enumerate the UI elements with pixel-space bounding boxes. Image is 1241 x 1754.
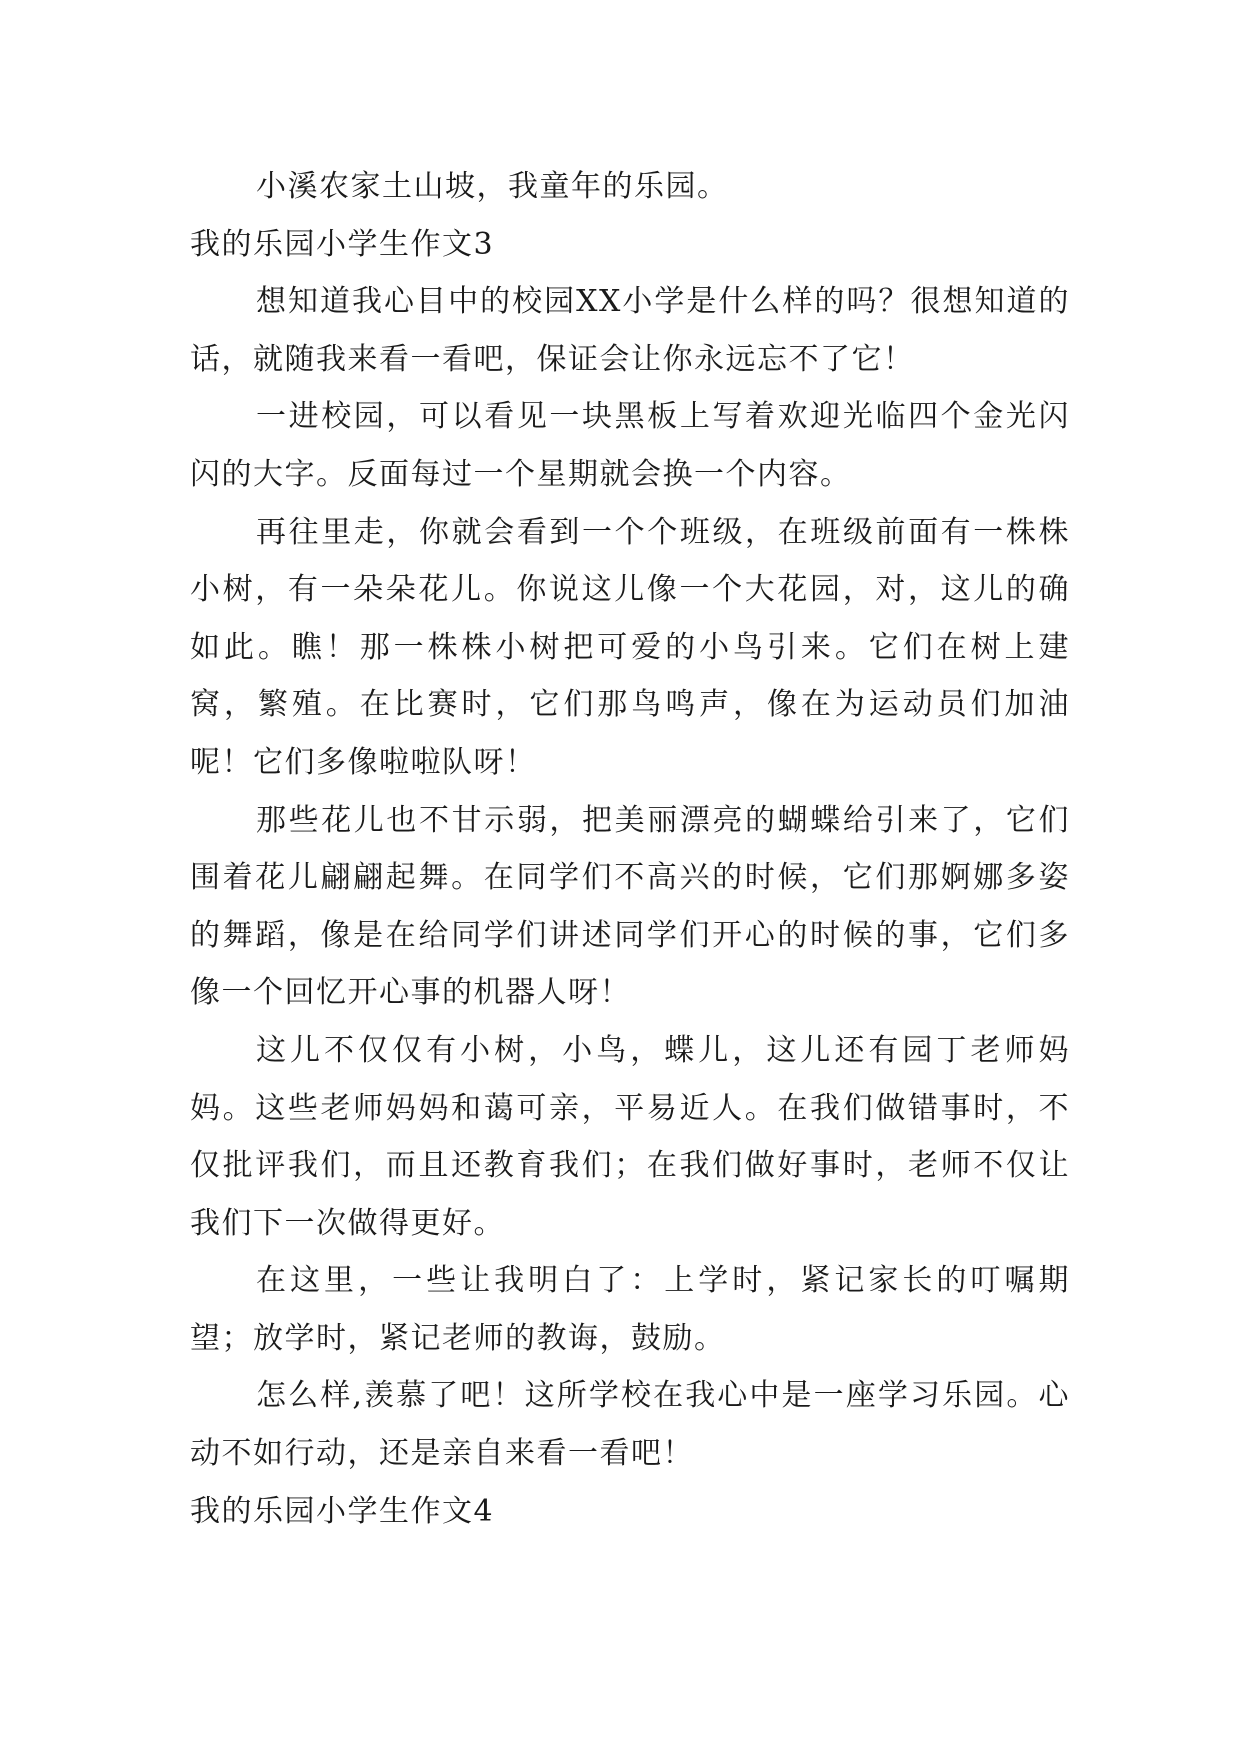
document-page [190, 158, 1070, 1540]
section-heading-4: 我的乐园小学生作文4 [190, 1493, 495, 1529]
paragraph-7: 怎么样,羡慕了吧！这所学校在我心中是一座学习乐园。心动不如行动，还是亲自来看一看吧！ [190, 1378, 1070, 1472]
paragraph-5: 这儿不仅仅有小树，小鸟，蝶儿，这儿还有园丁老师妈妈。这些老师妈妈和蔼可亲，平易近人。在我们做错事时，不仅批评我们，而且还教育我们；在我们做好事时，老师不仅让我们下一次做得更好。 [190, 1032, 1070, 1241]
paragraph-3: 再往里走，你就会看到一个个班级，在班级前面有一株株小树，有一朵朵花儿。你说这儿像一个大花园，对，这儿的确如此。瞧！那一株株小树把可爱的小鸟引来。它们在树上建窝，繁殖。在比赛时，它们那鸟鸣声，像在为运动员们加油呢！它们多像啦啦队呀！ [190, 514, 1070, 780]
paragraph-1: 想知道我心目中的校园XX小学是什么样的吗？很想知道的话，就随我来看一看吧，保证会让你永远忘不了它！ [190, 284, 1070, 377]
section-heading-3: 我的乐园小学生作文3 [190, 226, 495, 262]
intro-paragraph: 小溪农家土山坡，我童年的乐园。 [256, 169, 729, 204]
paragraph-2: 一进校园，可以看见一块黑板上写着欢迎光临四个金光闪闪的大字。反面每过一个星期就会换一个内容。 [190, 399, 1070, 492]
paragraph-4: 那些花儿也不甘示弱，把美丽漂亮的蝴蝶给引来了，它们围着花儿翩翩起舞。在同学们不高兴的时候，它们那婀娜多姿的舞蹈，像是在给同学们讲述同学们开心的时候的事，它们多像一个回忆开心事的机器人呀！ [190, 802, 1070, 1011]
paragraph-6: 在这里，一些让我明白了：上学时，紧记家长的叮嘱期望；放学时，紧记老师的教诲，鼓励。 [190, 1263, 1070, 1356]
